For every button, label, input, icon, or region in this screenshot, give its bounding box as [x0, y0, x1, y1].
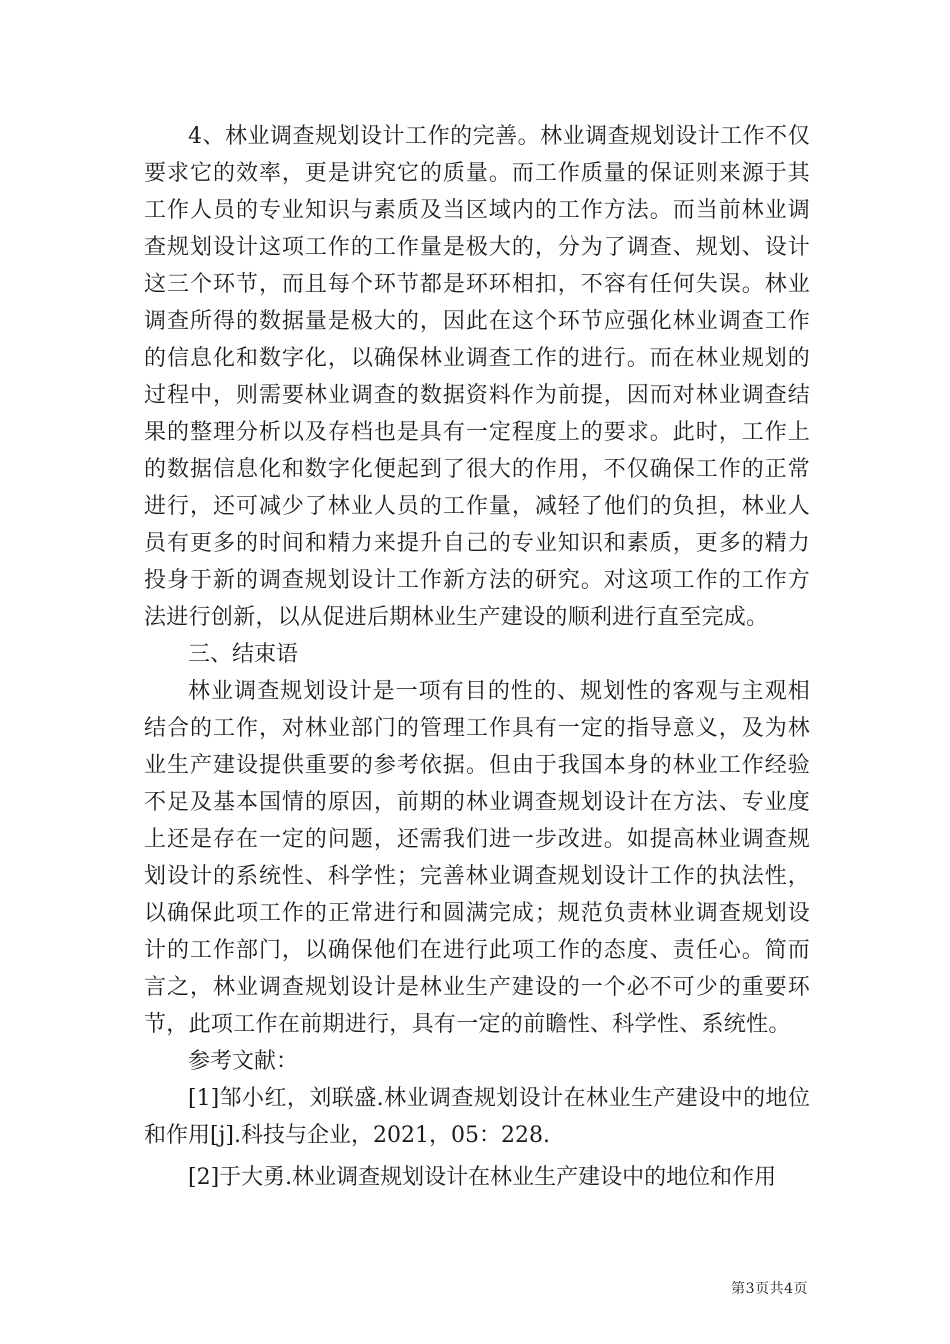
- page-number-footer: 第3页共4页: [731, 1281, 808, 1297]
- section-heading-references: 参考文献：: [188, 1049, 299, 1074]
- paragraph-section-4: 4、林业调查规划设计工作的完善。林业调查规划设计工作不仅要求它的效率，更是讲究它的质量。而工作质量的保证则来源于其工作人员的专业知识与素质及当区域内的工作方法。而当前林业调查规划设计这项工作的工作量是极大的，分为了调查、规划、设计这三个环节，而且每个环节都是环环相扣，不容有任何失误。林业调查所得的数据量是极大的，因此在这个环节应强化林业调查工作的信息化和数字化，以确保林业调查工作的进行。而在林业规划的过程中，则需要林业调查的数据资料作为前提，因而对林业调查结果的整理分析以及存档也是具有一定程度上的要求。此时，工作上的数据信息化和数字化便起到了很大的作用，不仅确保工作的正常进行，还可减少了林业人员的工作量，减轻了他们的负担，林业人员有更多的时间和精力来提升自己的专业知识和素质，更多的精力投身于新的调查规划设计工作新方法的研究。对这项工作的工作方法进行创新，以从促进后期林业生产建设的顺利进行直至完成。: [144, 124, 810, 630]
- document-body: [144, 118, 810, 1196]
- section-heading-conclusion: 三、结束语: [188, 642, 299, 667]
- reference-item-1: [1]邹小红，刘联盛.林业调查规划设计在林业生产建设中的地位和作用[j].科技与企业，2021，05：228.: [144, 1086, 810, 1148]
- reference-item-2: [2]于大勇.林业调查规划设计在林业生产建设中的地位和作用: [188, 1165, 777, 1190]
- paragraph-conclusion: 林业调查规划设计是一项有目的性的、规划性的客观与主观相结合的工作，对林业部门的管理工作具有一定的指导意义，及为林业生产建设提供重要的参考依据。但由于我国本身的林业工作经验不足及基本国情的原因，前期的林业调查规划设计在方法、专业度上还是存在一定的问题，还需我们进一步改进。如提高林业调查规划设计的系统性、科学性；完善林业调查规划设计工作的执法性，以确保此项工作的正常进行和圆满完成；规范负责林业调查规划设计的工作部门，以确保他们在进行此项工作的态度、责任心。简而言之，林业调查规划设计是林业生产建设的一个必不可少的重要环节，此项工作在前期进行，具有一定的前瞻性、科学性、系统性。: [144, 679, 810, 1037]
